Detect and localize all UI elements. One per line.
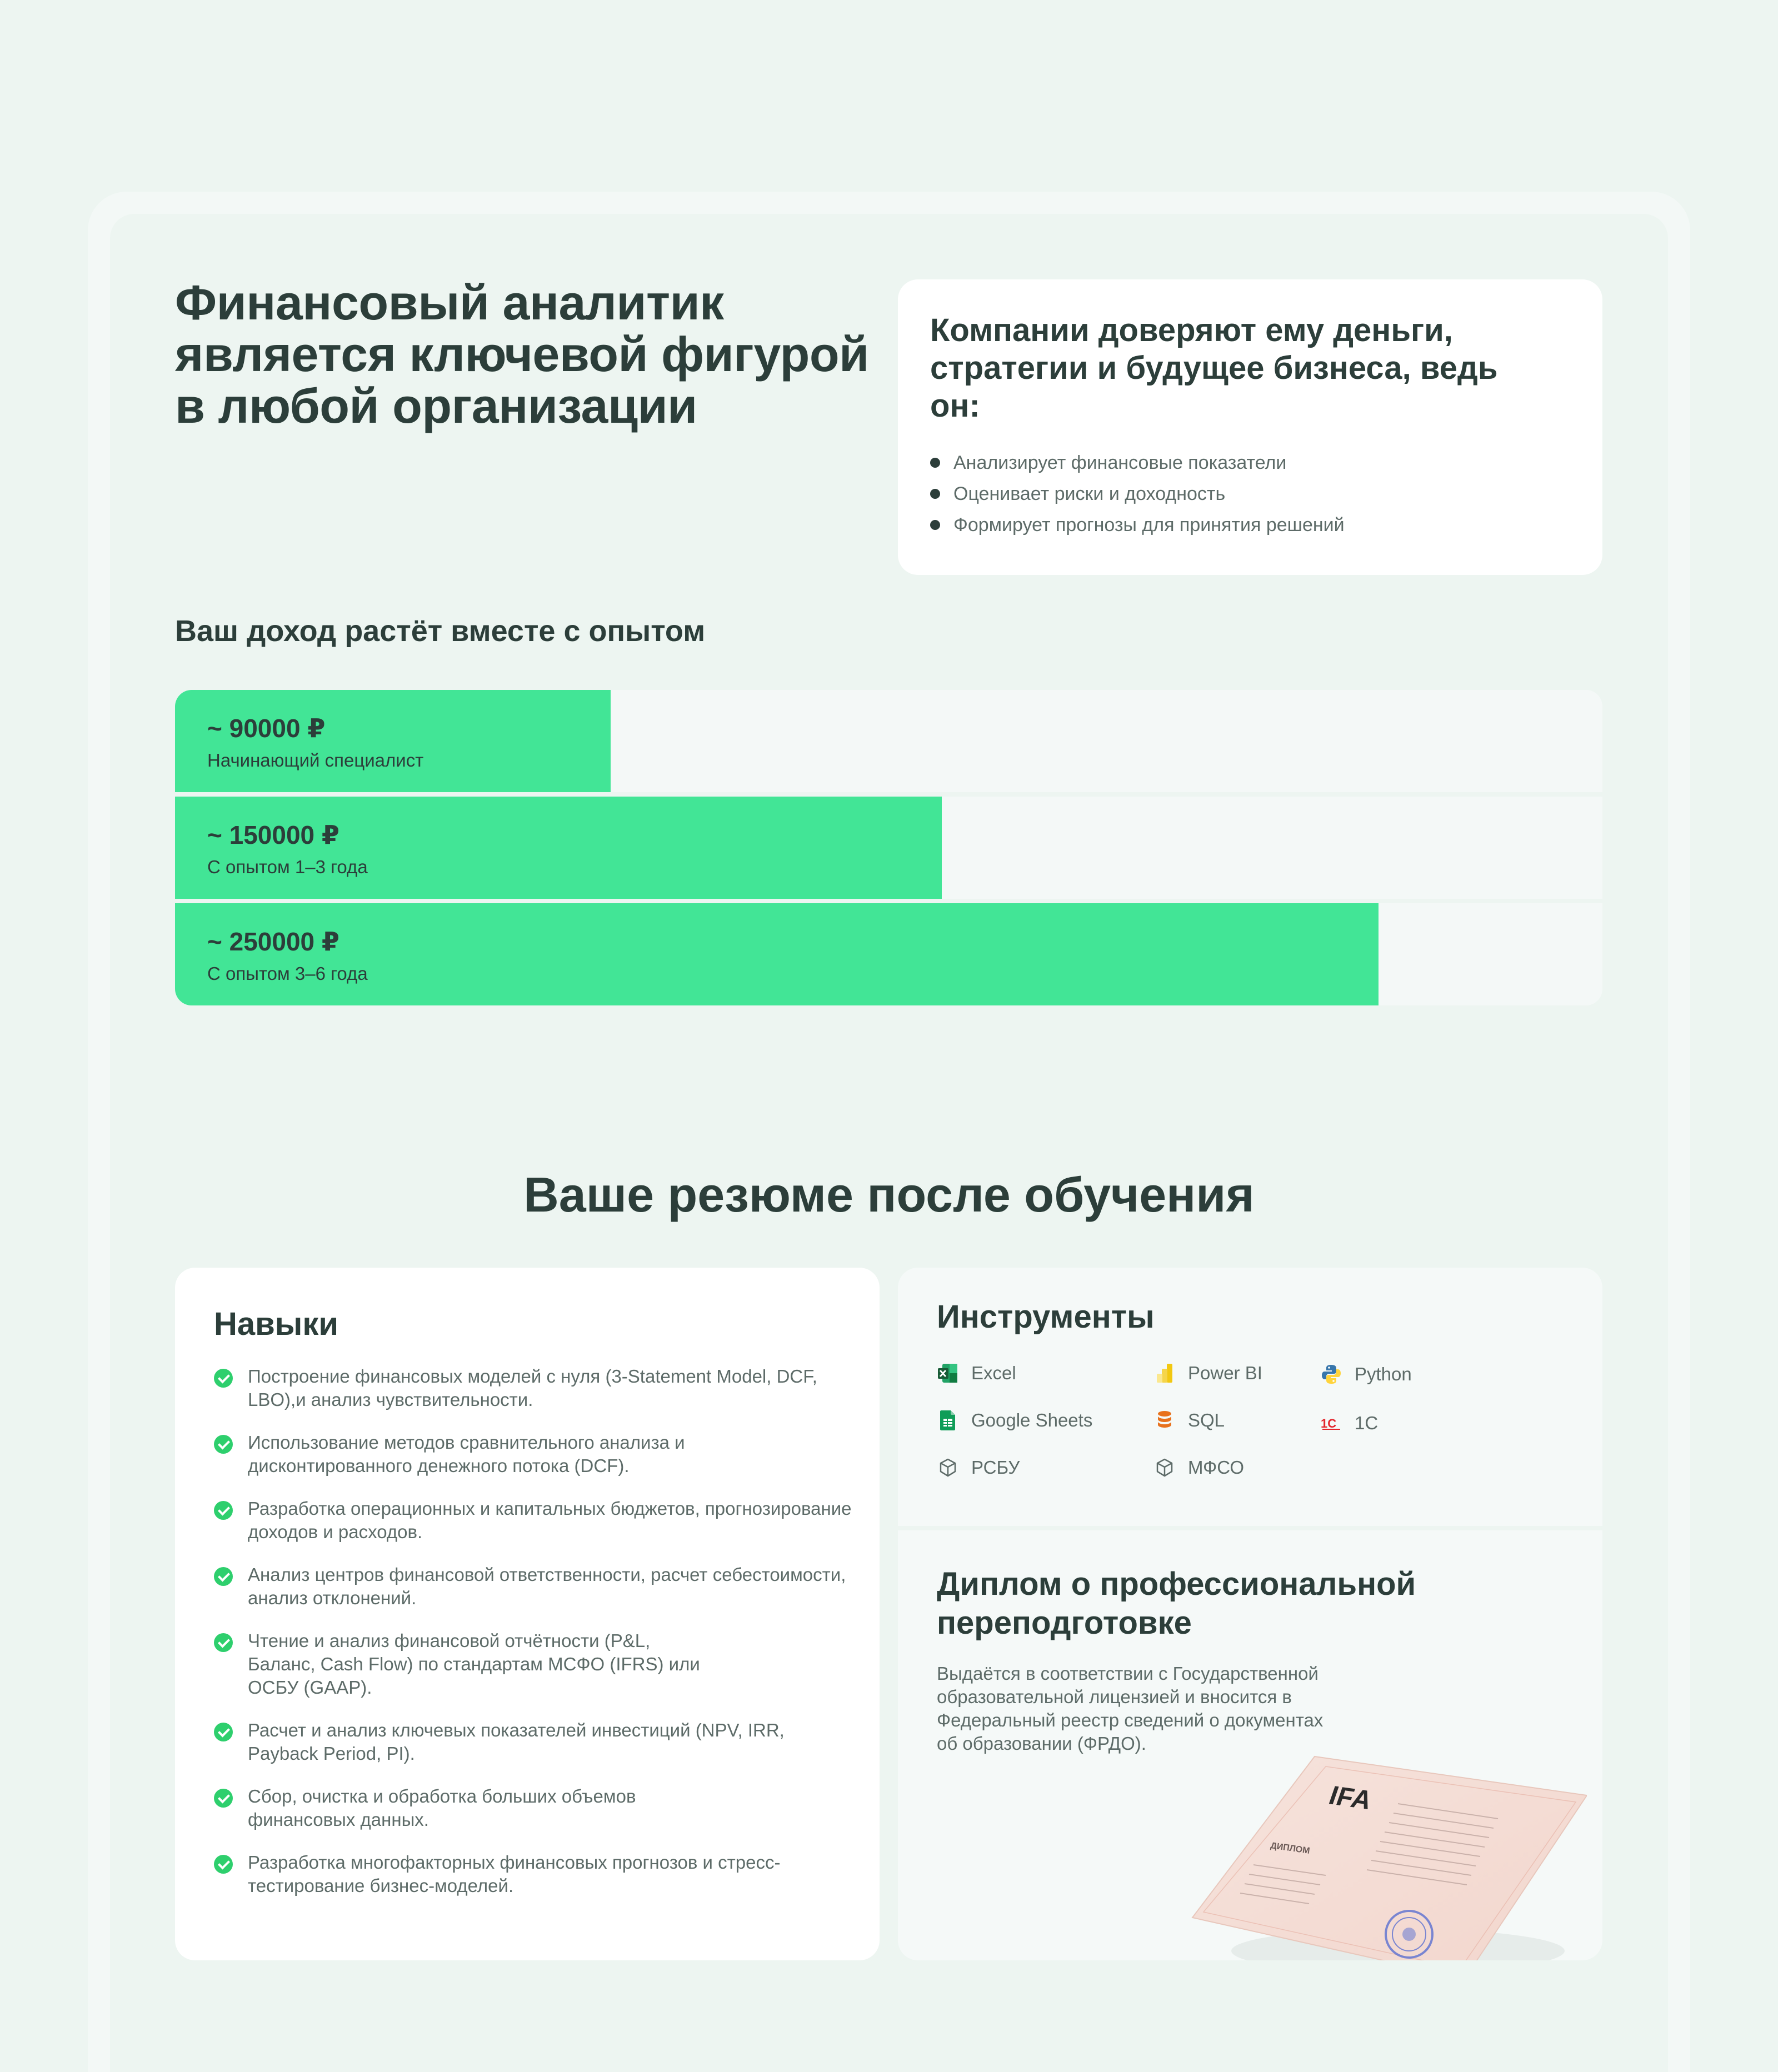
seal-icon [1386,1911,1432,1958]
check-icon [214,1567,233,1586]
skill-item [214,1851,853,1898]
income-bar-row [175,797,1602,899]
income-bars [175,690,1602,1005]
tool-name: РСБУ [971,1457,1020,1478]
skill-item [214,1563,853,1610]
check-icon [214,1723,233,1741]
tool-sql [1153,1409,1225,1432]
bar-divider [175,792,1602,797]
trust-card [898,279,1602,575]
income-bar-row [175,903,1602,1005]
bullet-icon [930,489,940,499]
income-value: ~ 250000 ₽ [207,927,339,956]
skill-text: Разработка операционных и капитальных бюджетов, прогнозирование доходов и расходов. [248,1498,852,1542]
skill-text: Расчет и анализ ключевых показателей инвестиций (NPV, IRR, Payback Period, PI). [248,1720,785,1764]
skills-title: Навыки [214,1306,339,1342]
skill-item [214,1497,853,1544]
svg-text:1C: 1C [1321,1417,1337,1430]
trust-item [930,478,1345,509]
powerbi-icon [1153,1362,1176,1384]
check-icon [214,1369,233,1388]
cube-icon [1153,1457,1176,1479]
tool-python [1320,1363,1412,1385]
income-level-label: Начинающий специалист [207,750,424,770]
trust-item [930,509,1345,540]
skill-item [214,1785,703,1831]
income-bar-row [175,690,1602,792]
tool-name: 1С [1355,1413,1379,1433]
income-title: Ваш доход растёт вместе с опытом [175,614,706,648]
bullet-icon [930,458,940,468]
tool-rsbu [937,1457,1020,1479]
skill-text: Анализ центров финансовой ответственности, расчет себестоимости, анализ отклонений. [248,1564,846,1608]
skill-text: Разработка многофакторных финансовых прогнозов и стресс-тестирование бизнес-моделей. [248,1852,781,1896]
ifa-logo: IFA [1327,1780,1373,1816]
tool-name: МФСО [1188,1457,1244,1478]
check-icon [214,1855,233,1874]
excel-icon [937,1362,959,1384]
skill-item [214,1431,853,1478]
check-icon [214,1789,233,1808]
trust-item-text: Анализирует финансовые показатели [953,452,1287,473]
google-sheets-icon [937,1409,959,1432]
skills-card [175,1268,880,1960]
bullet-icon [930,520,940,530]
check-icon [214,1633,233,1652]
tool-name: Google Sheets [971,1410,1093,1430]
trust-item-text: Формирует прогнозы для принятия решений [953,514,1345,535]
skill-text: Сбор, очистка и обработка больших объемов финансовых данных. [248,1786,636,1830]
trust-item-text: Оценивает риски и доходность [953,483,1226,504]
check-icon [214,1501,233,1520]
skills-list [214,1365,853,1898]
skill-text: Чтение и анализ финансовой отчётности (P&L, Баланс, Cash Flow) по стандартам МСФО (IFRS) или ОСБУ (GAAP). [248,1630,700,1698]
diploma-image [1187,1751,1587,1960]
tools-divider [898,1526,1602,1530]
income-bar-fill [175,903,1379,1005]
tool-google-sheets [937,1409,1092,1432]
tool-name: Excel [971,1363,1016,1383]
diploma-title: Диплом о профессиональной переподготовке [937,1566,1416,1641]
resume-title: Ваше резюме после обучения [523,1167,1255,1222]
income-value: ~ 90000 ₽ [207,714,326,743]
tool-powerbi [1153,1362,1262,1384]
1c-icon [1320,1412,1342,1434]
database-icon [1153,1409,1176,1432]
tool-name: SQL [1188,1410,1225,1430]
python-icon [1320,1363,1342,1385]
bar-divider [175,899,1602,903]
trust-item [930,447,1345,478]
tools-title: Инструменты [937,1299,1155,1335]
skill-item [214,1365,853,1412]
tool-excel [937,1362,1016,1384]
skill-text: Использование методов сравнительного анализа и дисконтированного денежного потока (DCF). [248,1432,685,1476]
trust-list [930,447,1345,540]
income-level-label: С опытом 1–3 года [207,857,368,877]
diploma-doc-title: ДИПЛОМ [1270,1841,1311,1856]
cube-icon [937,1457,959,1479]
skill-item [214,1629,703,1699]
tool-msfo [1153,1457,1244,1479]
tools-card [898,1268,1602,1960]
tool-name: Power BI [1188,1363,1262,1383]
skill-item [214,1719,853,1765]
hero-title: Финансовый аналитик является ключевой фигурой в любой организации [175,275,869,433]
income-level-label: С опытом 3–6 года [207,963,368,984]
skill-text: Построение финансовых моделей с нуля (3-Statement Model, DCF, LBO),и анализ чувствительности. [248,1366,817,1410]
tool-1c [1320,1412,1378,1434]
tool-name: Python [1355,1364,1412,1384]
diploma-description: Выдаётся в соответствии с Государственной образовательной лицензией и вносится в Федеральный реестр сведений о документах об образовании (ФРДО). [937,1663,1323,1754]
trust-title: Компании доверяют ему деньги, стратегии и будущее бизнеса, ведь он: [930,312,1498,424]
check-icon [214,1435,233,1454]
income-value: ~ 150000 ₽ [207,820,339,849]
